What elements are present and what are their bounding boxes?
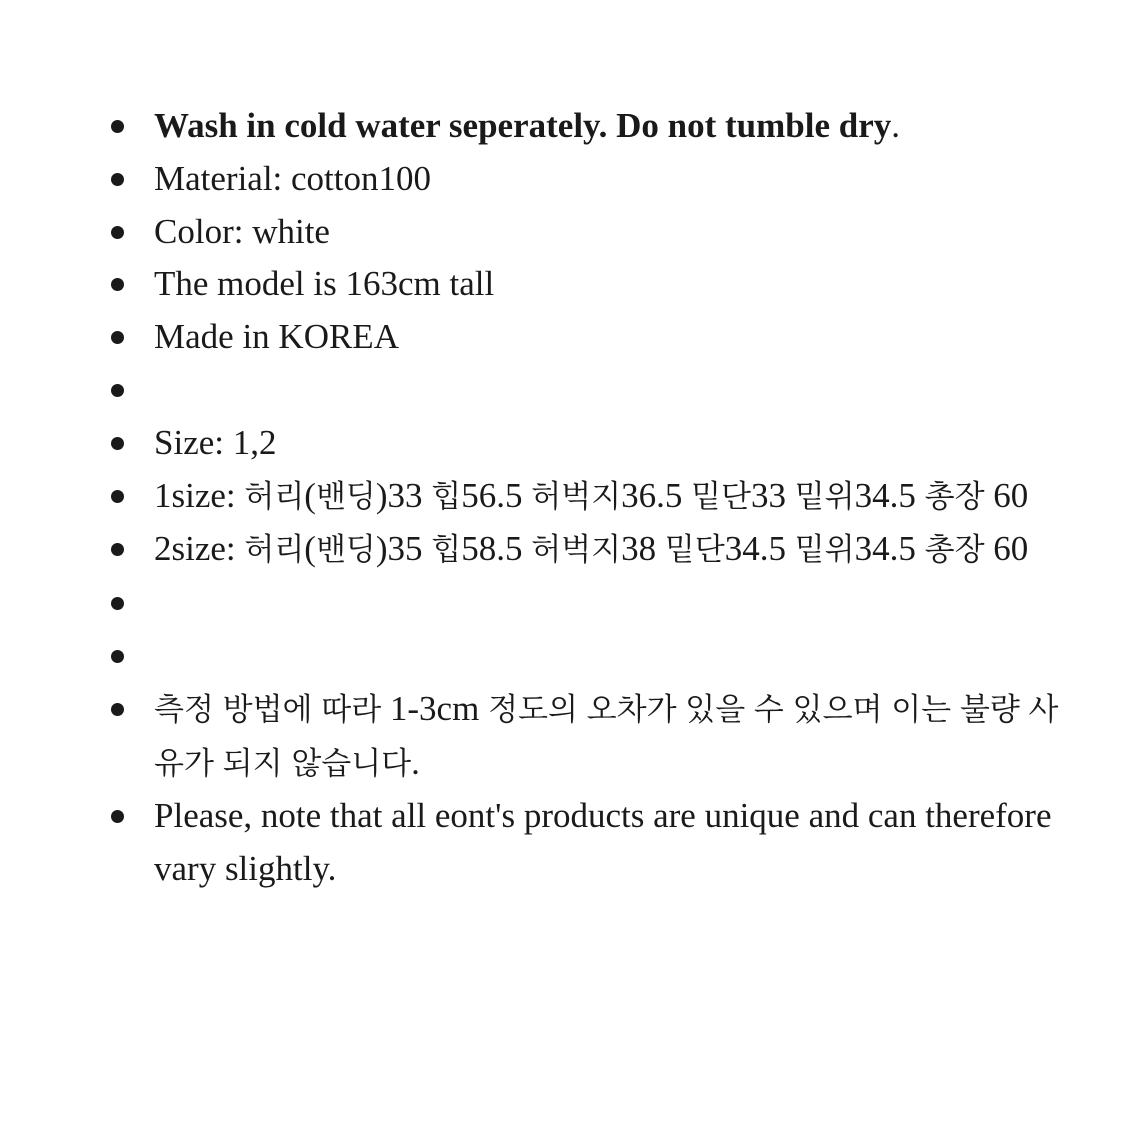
color-text: Color: white	[154, 211, 330, 251]
bullet-icon	[111, 278, 124, 291]
origin-text: Made in KOREA	[154, 317, 399, 357]
list-item-material	[0, 153, 1125, 206]
bullet-icon	[111, 597, 124, 610]
list-item-empty	[0, 630, 1125, 683]
bullet-icon	[111, 703, 124, 716]
care-instruction-text: Wash in cold water seperately. Do not tumble dry	[154, 106, 892, 145]
list-item-empty	[0, 364, 1125, 417]
size-2-measurements: 2size: 허리(밴딩)35 힙58.5 허벅지38 밑단34.5 밑위34.5 총장 60	[154, 529, 1029, 569]
list-item-color	[0, 206, 1125, 259]
list-item-care	[0, 100, 1125, 153]
list-item-size	[0, 417, 1125, 470]
bullet-icon	[111, 543, 124, 556]
model-height-text: The model is 163cm tall	[154, 264, 495, 304]
unique-note-text: Please, note that all eont's products are unique and can therefore vary slightly.	[154, 796, 1052, 889]
material-text: Material: cotton100	[154, 158, 432, 198]
bullet-icon	[111, 490, 124, 503]
bullet-icon	[111, 810, 124, 823]
bullet-icon	[111, 120, 124, 133]
list-item-measurement-note	[0, 683, 1125, 791]
size-text: Size: 1,2	[154, 422, 277, 462]
bullet-icon	[111, 226, 124, 239]
bullet-icon	[111, 437, 124, 450]
bullet-icon	[111, 384, 124, 397]
list-item-origin	[0, 311, 1125, 364]
list-item-unique-note	[0, 790, 1125, 896]
product-details-list	[0, 100, 1125, 896]
list-item-size-1	[0, 470, 1125, 524]
size-1-measurements: 1size: 허리(밴딩)33 힙56.5 허벅지36.5 밑단33 밑위34.5 총장 60	[154, 475, 1029, 515]
care-instruction-period: .	[891, 106, 901, 145]
bullet-icon	[111, 650, 124, 663]
bullet-icon	[111, 331, 124, 344]
measurement-note-text: 측정 방법에 따라 1-3cm 정도의 오차가 있을 수 있으며 이는 불량 사유가 되지 않습니다.	[154, 688, 1059, 782]
bullet-icon	[111, 173, 124, 186]
list-item-model-height	[0, 258, 1125, 311]
list-item-empty	[0, 577, 1125, 630]
list-item-size-2	[0, 523, 1125, 577]
